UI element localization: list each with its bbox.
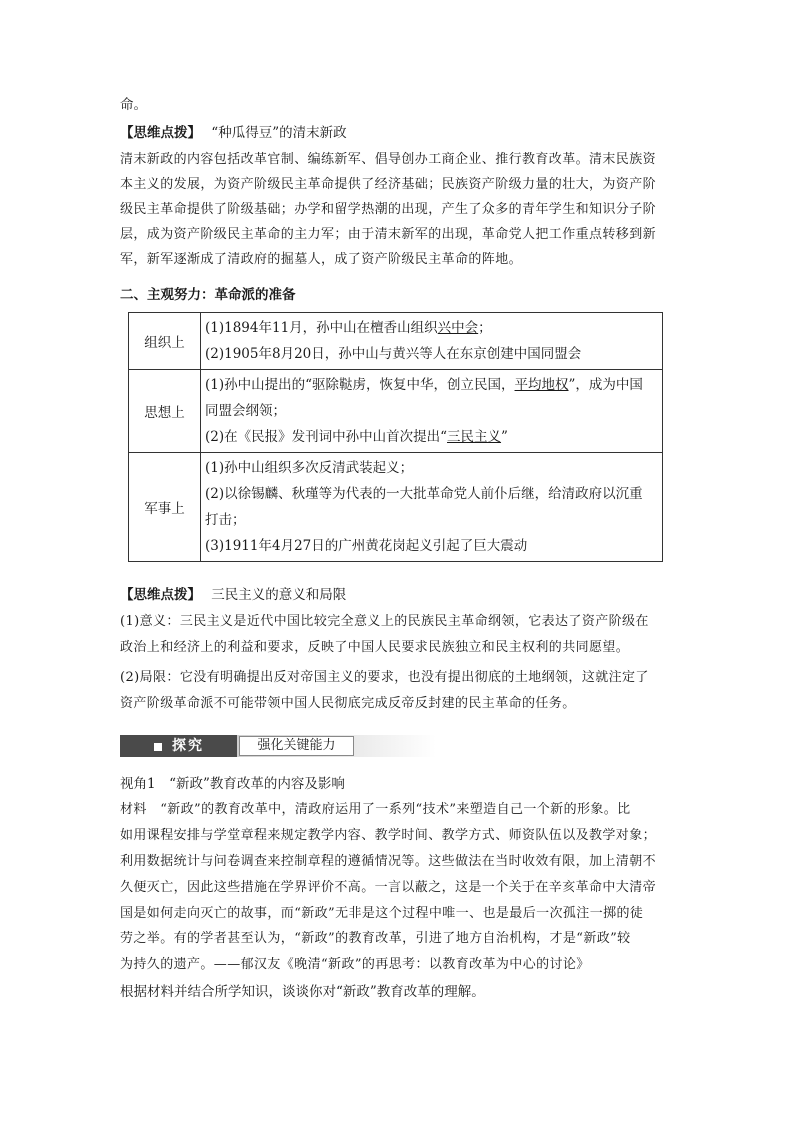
material-line: 材料 “新政”的教育改革中，清政府运用了一系列“技术”来塑造自己一个新的形象。比: [120, 802, 631, 817]
row-content-military: [201, 453, 663, 562]
row-label-military: 军事上: [129, 453, 201, 562]
intro-tail: 命。: [120, 97, 147, 113]
military-line-4: (3)1911年4月27日的广州黄花岗起义引起了巨大震动: [205, 538, 528, 554]
tip1-title: “种瓜得豆”的清末新政: [211, 125, 347, 141]
thought-line-1-underlined: 平均地权: [514, 377, 569, 393]
military-line-3: 打击；: [205, 512, 246, 528]
table-row: [129, 453, 663, 562]
org-line-1-end: ；: [478, 320, 492, 336]
thought-line-1: [205, 372, 658, 398]
thought-line-3-end: ”: [501, 429, 508, 445]
question-text: 根据材料并结合所学知识，谈谈你对“新政”教育改革的理解。: [120, 984, 485, 1000]
view1-heading: 视角1 “新政”教育改革的内容及影响: [120, 776, 345, 792]
thought-line-1-text: (1)孙中山提出的“驱除鞑虏，恢复中华，创立民国，: [205, 377, 515, 393]
thought-line-3-underlined: 三民主义: [447, 429, 502, 445]
tip1-tag: 【思维点拨】: [120, 125, 201, 141]
org-line-2: (2)1905年8月20日，孙中山与黄兴等人在东京创建中国同盟会: [205, 346, 582, 362]
banner-subtitle: 强化关键能力: [239, 736, 354, 756]
row-content-org: [201, 313, 663, 370]
row-label-org: 组织上: [129, 313, 201, 370]
tip2-title: 三民主义的意义和局限: [211, 587, 347, 603]
thought-line-3-text: (2)在《民报》发刊词中孙中山首次提出“: [205, 429, 448, 445]
section2-heading: 二、主观努力：革命派的准备: [120, 287, 296, 303]
tip1-heading: [120, 123, 680, 143]
material-line: 国是如何走向灭亡的故事，而“新政”无非是这个过程中唯一、也是最后一次孤注一掷的徒: [120, 906, 644, 921]
tip2-tag: 【思维点拨】: [120, 587, 201, 603]
org-line-1: [205, 315, 658, 341]
military-line-1: (1)孙中山组织多次反清武装起义；: [205, 460, 414, 476]
square-bullet-icon: [154, 743, 162, 751]
row-label-thought: 思想上: [129, 370, 201, 453]
tip1-line: 本主义的发展，为资产阶级民主革命提供了经济基础；民族资产阶级力量的壮大，为资产阶: [120, 177, 657, 192]
table-row: [129, 313, 663, 370]
banner-title: 探究: [172, 738, 204, 754]
tip2-line: (2)局限：它没有明确提出反对帝国主义的要求，也没有提出彻底的土地纲领，这就注定了: [120, 670, 649, 685]
section-banner: [120, 733, 436, 757]
tip2-heading: [120, 585, 680, 605]
thought-line-2: 同盟会纲领；: [205, 403, 286, 419]
tip1-line: 军，新军逐渐成了清政府的掘墓人，成了资产阶级民主革命的阵地。: [120, 252, 523, 267]
material-line: 为持久的遗产。——郁汉友《晚清“新政”的再思考：以教育改革为中心的讨论》: [120, 957, 590, 972]
org-line-1-underlined: 兴中会: [437, 320, 479, 336]
tip2-line: (1)意义：三民主义是近代中国比较完全意义上的民族民主革命纲领，它表达了资产阶级在: [120, 614, 649, 629]
tip2-line: 政治上和经济上的利益和要求，反映了中国人民要求民族独立和民主权利的共同愿望。: [120, 640, 630, 655]
thought-line-3: [205, 424, 658, 450]
tip2-line: 资产阶级革命派不可能带领中国人民彻底完成反帝反封建的民主革命的任务。: [120, 696, 576, 711]
material-line: 如用课程安排与学堂章程来规定教学内容、教学时间、教学方式、师资队伍以及教学对象；: [120, 828, 657, 843]
tip1-line: 清末新政的内容包括改革官制、编练新军、倡导创办工商企业、推行教育改革。清末民族资: [120, 152, 657, 167]
tip1-line: 级民主革命提供了阶级基础；办学和留学热潮的出现，产生了众多的青年学生和知识分子阶: [120, 202, 657, 217]
preparation-table: [128, 312, 663, 562]
table-row: [129, 370, 663, 453]
material-line: 久便灭亡，因此这些措施在学界评价不高。一言以蔽之，这是一个关于在辛亥革命中大清帝: [120, 880, 657, 895]
banner-dark: [120, 735, 237, 757]
org-line-1-text: (1)1894年11月，孙中山在檀香山组织: [205, 320, 438, 336]
thought-line-1-end: ”，成为中国: [568, 377, 643, 393]
material-line: 劳之举。有的学者甚至认为，“新政”的教育改革，引进了地方自治机构，才是“新政”较: [120, 931, 631, 946]
row-content-thought: [201, 370, 663, 453]
material-line: 利用数据统计与问卷调查来控制章程的遵循情况等。这些做法在当时收效有限，加上清朝不: [120, 854, 657, 869]
military-line-2: (2)以徐锡麟、秋瑾等为代表的一大批革命党人前仆后继，给清政府以沉重: [205, 486, 643, 502]
tip1-line: 层，成为资产阶级民主革命的主力军；由于清末新军的出现，革命党人把工作重点转移到新: [120, 227, 657, 242]
